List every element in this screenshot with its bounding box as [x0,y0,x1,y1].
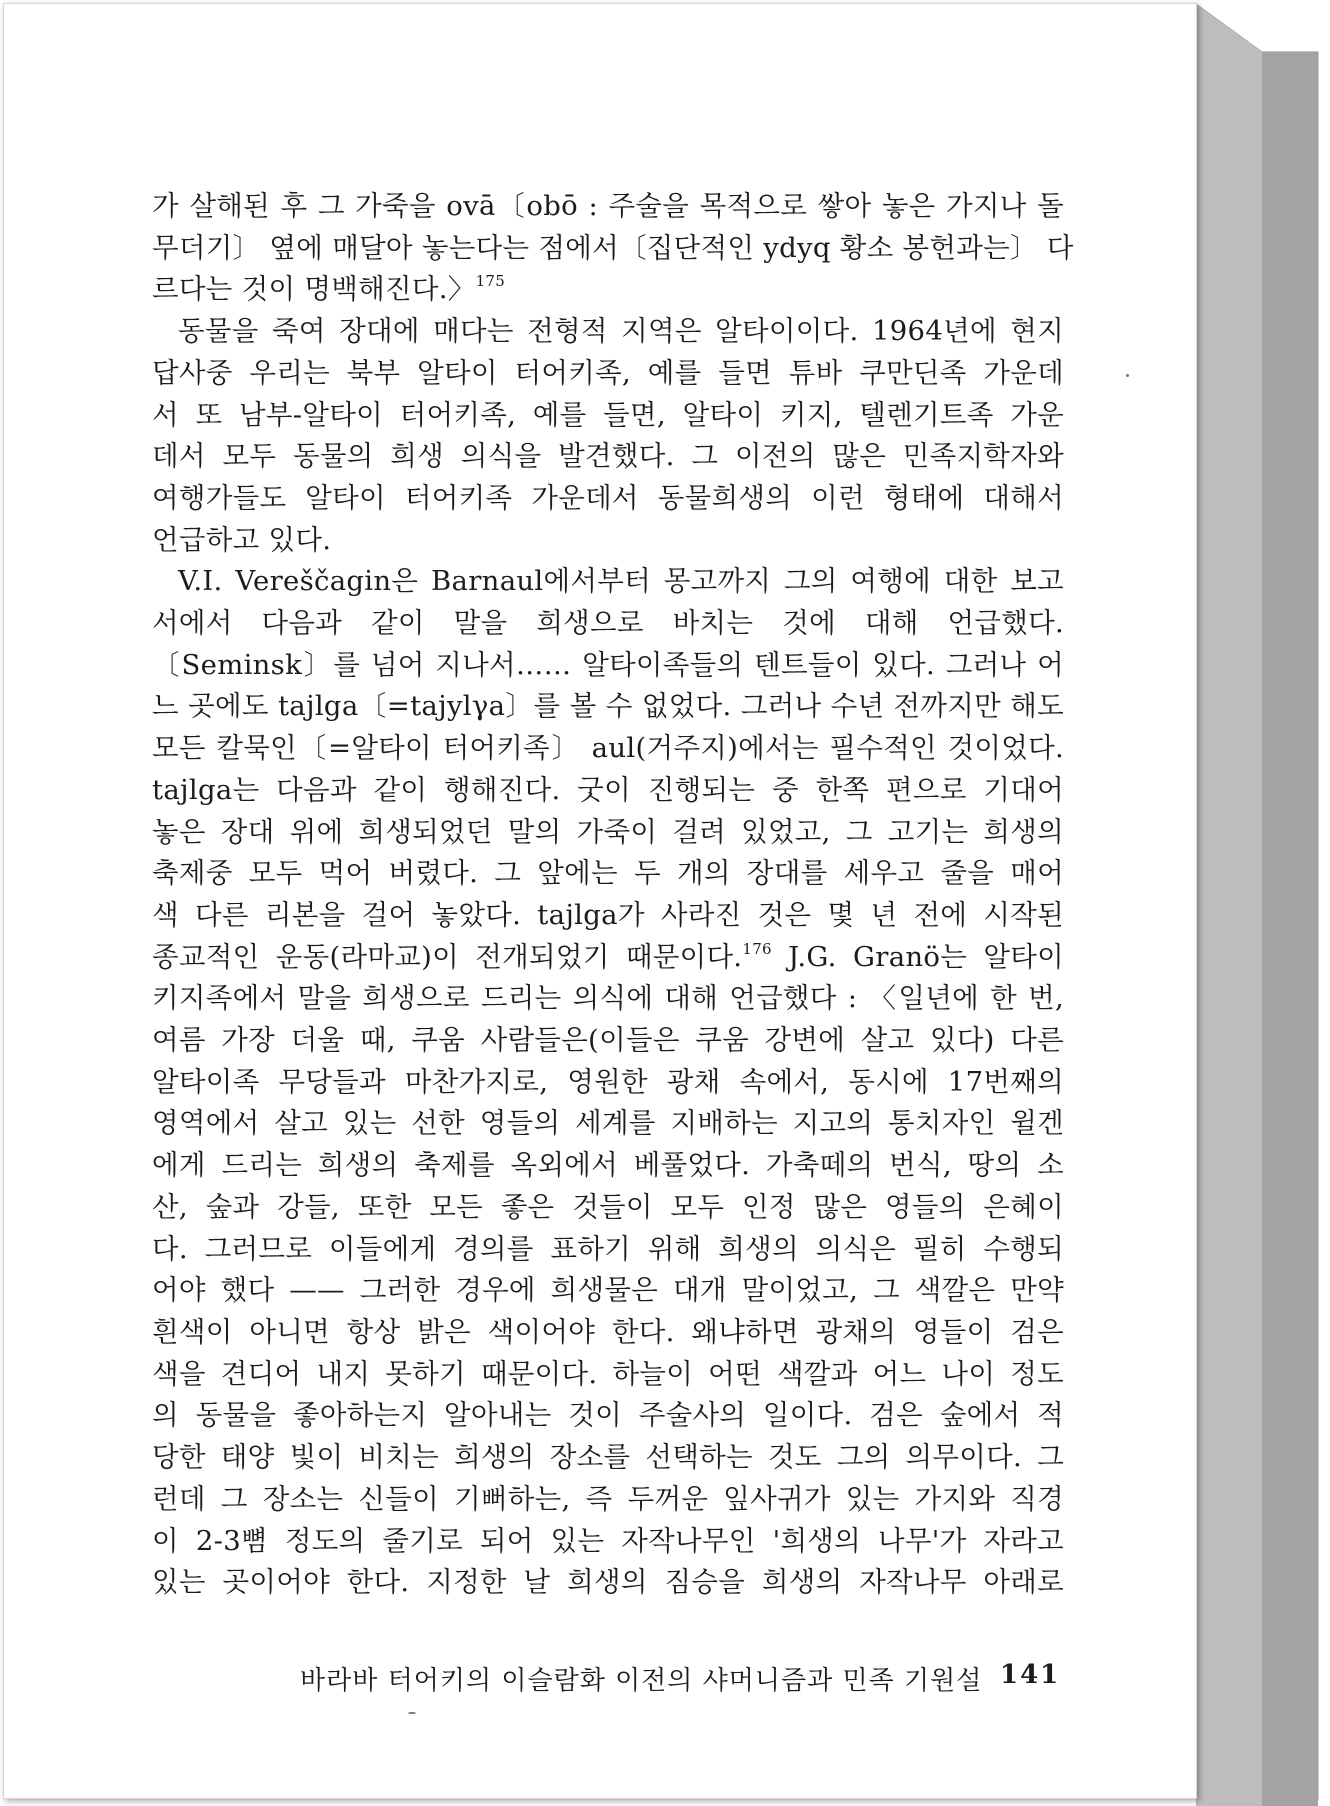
text-line: 산, 숲과 강들, 또한 모든 좋은 것들이 모두 인정 많은 영들의 은혜이 [152,1190,1064,1223]
text-line: 서 또 남부-알타이 터어키족, 예를 들면, 알타이 키지, 텔렌기트족 가운 [152,398,1064,431]
footnote-marker: 176 [742,939,772,958]
scan-speck [1126,374,1129,377]
paragraph-2-cont [152,353,1064,562]
scan-speck [408,1712,416,1714]
paragraph-1 [152,186,1074,311]
text-line: 어야 했다 —— 그러한 경우에 희생물은 대개 말이었고, 그 색깔은 만약 [152,1274,1064,1307]
text-line: 모든 칼묵인〔=알타이 터어키족〕 aul(거주지)에서는 필수적인 것이었다. [152,732,1064,765]
paragraph-2 [152,311,1064,353]
paragraph-3 [152,561,1064,603]
text-line: 알타이족 무당들과 마찬가지로, 영원한 광채 속에서, 동시에 17번째의 [152,1065,1064,1098]
text-line-content: 종교적인 운동(라마교)이 전개되었기 때문이다. [152,940,743,973]
text-line-tail: J.G. Granö는 알타이 [771,940,1064,973]
text-line: 서에서 다음과 같이 말을 희생으로 바치는 것에 대해 언급했다. [152,607,1064,640]
text-line: tajlga는 다음과 같이 행해진다. 굿이 진행되는 중 한쪽 편으로 기대어 [152,773,1064,806]
text-line: 놓은 장대 위에 희생되었던 말의 가죽이 걸려 있었고, 그 고기는 희생의 [152,815,1064,848]
text-line: 런데 그 장소는 신들이 기뻐하는, 즉 두꺼운 잎사귀가 있는 가지와 직경 [152,1482,1064,1515]
footnote-marker: 175 [475,272,506,291]
text-line: 여행가들도 알타이 터어키족 가운데서 동물희생의 이런 형태에 대해서 [152,481,1064,514]
text-line: 있는 곳이어야 한다. 지정한 날 희생의 짐승을 희생의 자작나무 아래로 [152,1566,1064,1599]
running-title: 바라바 터어키의 이슬람화 이전의 샤머니즘과 민족 기원설 [300,1666,983,1696]
text-line: 이 2-3뼘 정도의 줄기로 되어 있는 자작나무인 '희생의 나무'가 자라고 [152,1524,1064,1557]
text-line [152,937,1064,979]
text-line: 여름 가장 더울 때, 쿠움 사람들은(이들은 쿠움 강변에 살고 있다) 다른 [152,1024,1064,1057]
body-text [152,186,1074,1604]
text-line: 당한 태양 빛이 비치는 희생의 장소를 선택하는 것도 그의 의무이다. 그 [152,1441,1064,1474]
text-line: 무더기〕 옆에 매달아 놓는다는 점에서〔집단적인 ydyq 황소 봉헌과는〕 다 [152,231,1074,264]
text-line-content: 르다는 것이 명백해진다.〉 [152,273,476,306]
page-number: 141 [1000,1660,1061,1690]
text-line: 흰색이 아니면 항상 밝은 색이어야 한다. 왜냐하면 광채의 영들이 검은 [152,1315,1064,1348]
text-line: 색을 견디어 내지 못하기 때문이다. 하늘이 어떤 색깔과 어느 나이 정도 [152,1357,1064,1390]
text-line: 의 동물을 좋아하는지 알아내는 것이 주술사의 일이다. 검은 숲에서 적 [152,1399,1064,1432]
text-line: V.I. Vereščagin은 Barnaul에서부터 몽고까지 그의 여행에 대한 보고 [178,565,1064,598]
text-line: 느 곳에도 tajlga〔=tajylγa〕를 볼 수 없었다. 그러나 수년 전까지만 해도 [152,690,1064,723]
text-line [152,269,1064,311]
text-line: 가 살해된 후 그 가죽을 ovā〔obō : 주술을 목적으로 쌓아 놓은 가지나 돌 [152,190,1064,222]
text-line: 축제중 모두 먹어 버렸다. 그 앞에는 두 개의 장대를 세우고 줄을 매어 [152,857,1064,890]
paragraph-3-cont [152,603,1064,1604]
text-line: 색 다른 리본을 걸어 놓았다. tajlga가 사라진 것은 몇 년 전에 시작된 [152,898,1064,931]
text-line: 동물을 죽여 장대에 매다는 전형적 지역은 알타이이다. 1964년에 현지 [178,315,1064,348]
page-footer [300,1660,1061,1697]
text-line: 키지족에서 말을 희생으로 드리는 의식에 대해 언급했다 : 〈일년에 한 번, [152,982,1064,1015]
text-line: 다. 그러므로 이들에게 경의를 표하기 위해 희생의 의식은 필히 수행되 [152,1232,1064,1265]
text-line: 영역에서 살고 있는 선한 영들의 세계를 지배하는 지고의 통치자인 윌겐 [152,1107,1064,1140]
text-line: 언급하고 있다. [152,523,332,556]
text-line: 〔Seminsk〕를 넘어 지나서…… 알타이족들의 텐트들이 있다. 그러나 어 [152,648,1064,681]
text-line: 데서 모두 동물의 희생 의식을 발견했다. 그 이전의 많은 민족지학자와 [152,440,1064,473]
text-line: 답사중 우리는 북부 알타이 터어키족, 예를 들면 튜바 쿠만딘족 가운데 [152,356,1064,389]
text-line: 에게 드리는 희생의 축제를 옥외에서 베풀었다. 가축떼의 번식, 땅의 소 [152,1149,1064,1182]
